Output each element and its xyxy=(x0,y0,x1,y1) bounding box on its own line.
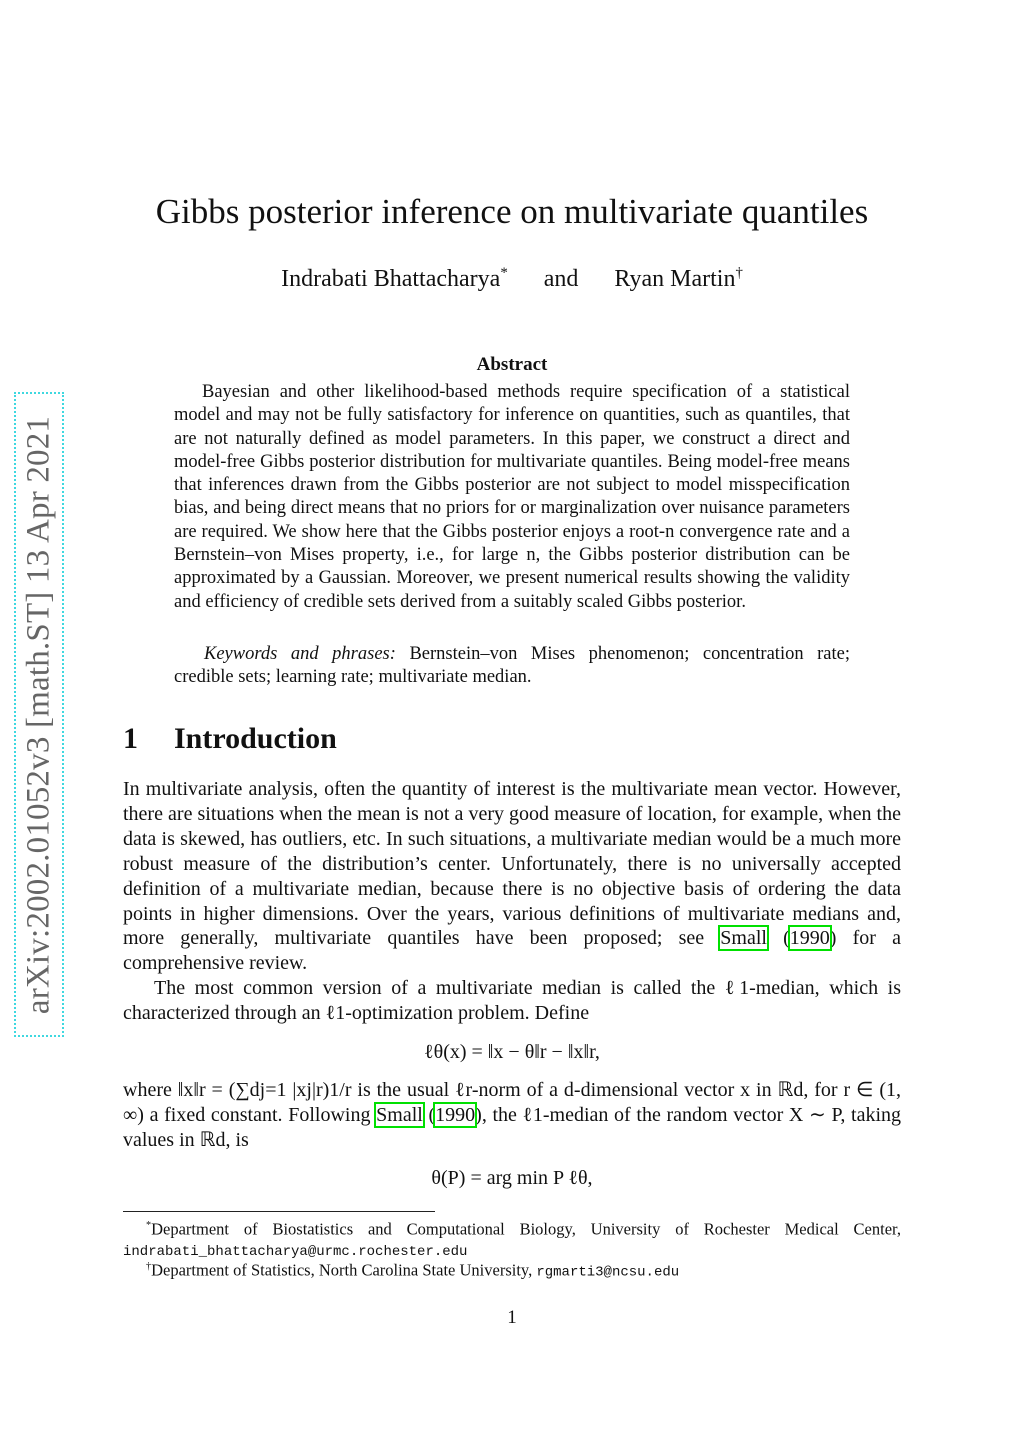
footnote-2 xyxy=(123,1257,901,1283)
arxiv-identifier[interactable]: arXiv:2002.01052v3 [math.ST] 13 Apr 2021 xyxy=(20,415,57,1014)
citation-link-year[interactable]: 1990 xyxy=(789,927,830,950)
equation-median: θ(P) = arg min P ℓθ, xyxy=(431,1167,593,1189)
section-title: Introduction xyxy=(174,722,337,755)
equation-loss: ℓθ(x) = ‖x − θ‖r − ‖x‖r, xyxy=(424,1041,600,1063)
abstract-body: Bayesian and other likelihood-based methods require specification of a statistical model and may not be fully satisfactory for inference on quantities, such as quantiles, that are not naturally defined as model parameters. In this paper, we construct a direct and model-free Gibbs posterior distribution for multivariate quantiles. Being model-free means that inferences drawn from the Gibbs posterior are not subject to model misspecification bias, and being direct means that no priors for or marginalization over nuisance parameters are required. We show here that the Gibbs posterior enjoys a root-n convergence rate and a Bernstein–von Mises property, i.e., for large n, the Gibbs posterior distribution can be approximated by a Gaussian. Moreover, we present numerical results showing the validity and efficiency of credible sets derived from a suitably scaled Gibbs posterior. xyxy=(174,382,850,612)
citation-link-author[interactable]: Small xyxy=(376,1103,423,1126)
abstract-heading: Abstract xyxy=(476,354,548,375)
paragraph-text-end: the ℓ1-median of the random vector X ∼ P, taking values in ℝd, is xyxy=(123,1103,902,1151)
section-heading xyxy=(123,722,337,756)
intro-paragraph-2: The most common version of a multivariate median is called the ℓ1-median, which is characterized through an ℓ1-optimization problem. Define xyxy=(123,977,901,1024)
footnote-marker: * xyxy=(146,1220,152,1231)
keywords xyxy=(174,643,850,690)
paragraph-text: where ‖x‖r = (∑dj=1 |xj|r)1/r is the usual ℓr-norm of a d-dimensional vector x in ℝd, for r ∈ (1, ∞) a fixed constant. Following xyxy=(123,1079,901,1126)
intro-paragraph-3: where ‖x‖r = (∑dj=1 |xj|r)1/r is the usual ℓr-norm of a d-dimensional vector x in ℝd, for r ∈ (1, ∞) a fixed constant. Following Small (1990), the ℓ1-median of the random vector X ∼ P, taking values in ℝd, is xyxy=(123,1079,902,1151)
arxiv-stamp[interactable] xyxy=(14,392,64,1037)
author-name: Ryan Martin xyxy=(614,266,736,292)
email-link[interactable]: rgmarti3@ncsu.edu xyxy=(536,1264,680,1281)
author-name: Indrabati Bhattacharya xyxy=(281,266,501,292)
footnote-divider xyxy=(123,1211,435,1212)
keywords-list: Bernstein–von Mises phenomenon; concentration rate; credible sets; learning rate; multivariate median. xyxy=(174,644,850,688)
paragraph-text: In multivariate analysis, often the quantity of interest is the multivariate mean vector. However, there are situations when the mean is not a very good measure of location, for example, when the data is skewed, has outliers, etc. In such situations, a multivariate median would be a much more robust measure of the distribution’s center. Unfortunately, there is no universally accepted definition of a multivariate median, because there is no objective basis of ordering the data points in higher dimensions. Over the years, various definitions of multivariate medians and, more generally, multivariate quantiles have been proposed; see xyxy=(123,778,901,950)
footnote-marker: † xyxy=(146,1261,152,1272)
page-number: 1 xyxy=(507,1307,517,1328)
paragraph-text-end: for a comprehensive review. xyxy=(123,927,901,975)
citation-link-author[interactable]: Small xyxy=(720,927,767,950)
intro-paragraph-1: In multivariate analysis, often the quantity of interest is the multivariate mean vector. However, there are situations when the mean is not a very good measure of location, for example, when the data is skewed, has outliers, etc. In such situations, a multivariate median would be a much more robust measure of the distribution’s center. Unfortunately, there is no universally accepted definition of a multivariate median, because there is no objective basis of ordering the data points in higher dimensions. Over the years, various definitions of multivariate medians and, more generally, multivariate quantiles have been proposed; see Small (1990) for a comprehensive review. xyxy=(123,778,901,975)
footnote-text: Department of Statistics, North Carolina State University, xyxy=(151,1260,533,1280)
citation-link-year[interactable]: 1990 xyxy=(435,1103,476,1126)
author-conjunction: and xyxy=(543,266,579,292)
keywords-label: Keywords and phrases: xyxy=(204,644,396,664)
section-number: 1 xyxy=(123,722,138,755)
footnote-1 xyxy=(123,1216,901,1263)
paper-title: Gibbs posterior inference on multivariate quantiles xyxy=(155,192,869,231)
author-line xyxy=(0,265,1024,293)
footnote-marker[interactable]: * xyxy=(500,265,508,281)
footnote-text: Department of Biostatistics and Computational Biology, University of Rochester Medical Center, xyxy=(151,1219,901,1239)
footnote-marker[interactable]: † xyxy=(735,265,743,281)
email-link[interactable]: indrabati_bhattacharya@urmc.rochester.edu xyxy=(123,1244,468,1260)
